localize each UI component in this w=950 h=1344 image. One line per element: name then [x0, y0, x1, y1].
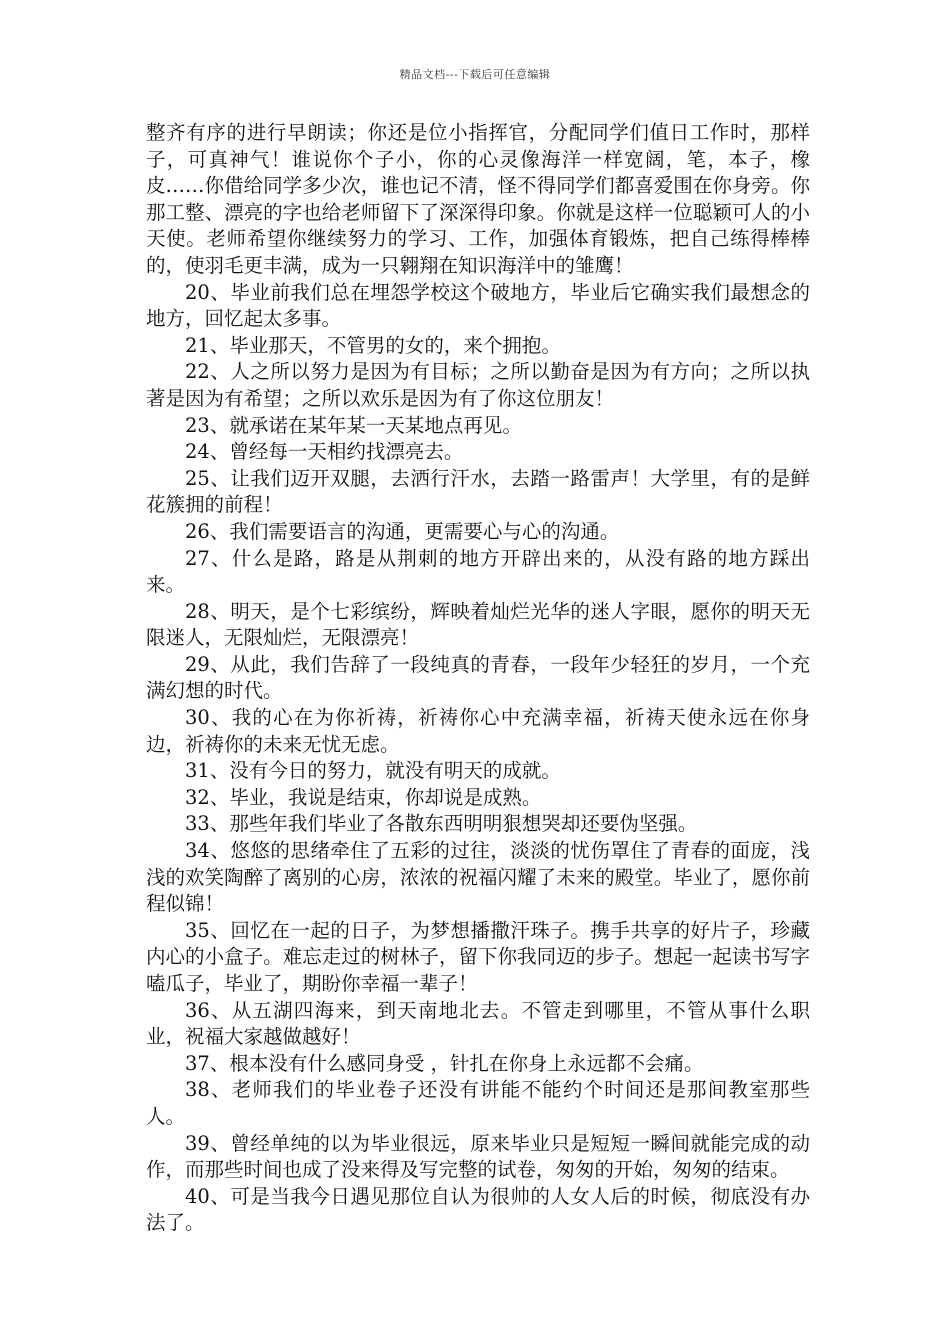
paragraph-item-20: 20、毕业前我们总在埋怨学校这个破地方，毕业后它确实我们最想念的地方，回忆起太多事。	[146, 280, 810, 331]
paragraph-item-31: 31、没有今日的努力，就没有明天的成就。	[185, 759, 561, 783]
paragraph-item-21: 21、毕业那天，不管男的女的，来个拥抱。	[185, 333, 561, 357]
paragraph-item-32: 32、毕业，我说是结束，你却说是成熟。	[185, 785, 542, 809]
paragraph-item-39: 39、曾经单纯的以为毕业很远，原来毕业只是短短一瞬间就能完成的动作，而那些时间也成了没来得及写完整的试卷，匆匆的开始，匆匆的结束。	[146, 1131, 810, 1182]
paragraph-item-34: 34、悠悠的思绪牵住了五彩的过往，淡淡的忧伤罩住了青春的面庞，浅浅的欢笑陶醉了离别的心房，浓浓的祝福闪耀了未来的殿堂。毕业了，愿你前程似锦！	[146, 839, 810, 916]
paragraph-continuation: 整齐有序的进行早朗读；你还是位小指挥官，分配同学们值日工作时，那样子，可真神气！谁说你个子小，你的心灵像海洋一样宽阔，笔，本子，橡皮……你借给同学多少次，谁也记不清，怪不得同学们都喜爱围在你身旁。你那工整、漂亮的字也给老师留下了深深得印象。你就是这样一位聪颖可人的小天使。老师希望你继续努力的学习、工作，加强体育锻炼，把自己练得棒棒的，使羽毛更丰满，成为一只翱翔在知识海洋中的雏鹰！	[146, 121, 810, 277]
paragraph-item-22: 22、人之所以努力是因为有目标；之所以勤奋是因为有方向；之所以执著是因为有希望；之所以欢乐是因为有了你这位朋友！	[146, 360, 810, 410]
paragraph-item-30: 30、我的心在为你祈祷，祈祷你心中充满幸福，祈祷天使永远在你身边，祈祷你的未来无忧无虑。	[146, 706, 810, 756]
paragraph-item-37: 37、根本没有什么感同身受 ，针扎在你身上永远都不会痛。	[185, 1051, 704, 1075]
page-header: 精品文档---下载后可任意编辑	[399, 68, 551, 81]
paragraph-item-25: 25、让我们迈开双腿，去洒行汗水，去踏一路雷声！大学里，有的是鲜花簇拥的前程！	[146, 466, 810, 517]
paragraph-item-23: 23、就承诺在某年某一天某地点再见。	[185, 413, 522, 437]
paragraph-item-40: 40、可是当我今日遇见那位自认为很帅的人女人后的时候，彻底没有办法了。	[146, 1184, 810, 1235]
paragraph-item-27: 27、什么是路，路是从荆刺的地方开辟出来的，从没有路的地方踩出来。	[146, 546, 810, 597]
paragraph-item-38: 38、老师我们的毕业卷子还没有讲能不能约个时间还是那间教室那些人。	[146, 1078, 810, 1128]
paragraph-item-26: 26、我们需要语言的沟通，更需要心与心的沟通。	[185, 519, 620, 543]
paragraph-item-33: 33、那些年我们毕业了各散东西明明狠想哭却还要伪坚强。	[185, 812, 698, 836]
document-body	[146, 120, 810, 1237]
paragraph-item-35: 35、回忆在一起的日子，为梦想播撒汗珠子。携手共享的好片子，珍藏内心的小盒子。难忘走过的树林子，留下你我同迈的步子。想起一起读书写字嗑瓜子，毕业了，期盼你幸福一辈子！	[146, 918, 810, 995]
paragraph-item-24: 24、曾经每一天相约找漂亮去。	[185, 440, 464, 464]
paragraph-item-28: 28、明天，是个七彩缤纷，辉映着灿烂光华的迷人字眼，愿你的明天无限迷人，无限灿烂，无限漂亮！	[146, 599, 810, 650]
paragraph-item-36: 36、从五湖四海来，到天南地北去。不管走到哪里，不管从事什么职业，祝福大家越做越好！	[146, 998, 810, 1049]
paragraph-item-29: 29、从此，我们告辞了一段纯真的青春，一段年少轻狂的岁月，一个充满幻想的时代。	[146, 652, 810, 703]
